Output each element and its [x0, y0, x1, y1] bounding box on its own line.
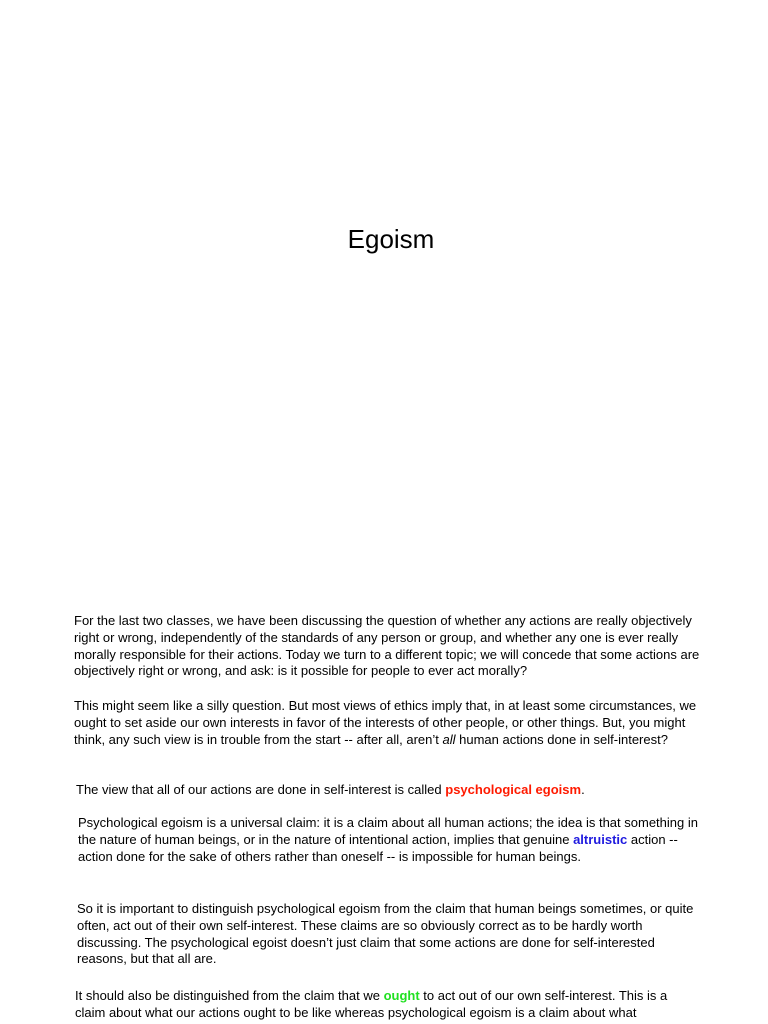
- paragraph-text: human actions done in self-interest?: [455, 731, 668, 747]
- emphasis-all: all: [442, 731, 456, 747]
- page-title: Egoism: [347, 224, 435, 254]
- paragraph-universal-claim: [78, 815, 698, 865]
- paragraph-distinction: So it is important to distinguish psychological egoism from the claim that human beings sometimes, or quite often, act out of their own self-interest. These claims are so obviously correct as to be hardly worth discussing. The psychological egoist doesn’t just claim that some actions are done for self-interested reasons, but that all are.: [77, 901, 694, 967]
- paragraph-question: [74, 698, 704, 748]
- paragraph-definition: [76, 782, 706, 799]
- paragraph-text: to act out of our own self-interest. This is a claim about what our actions ought to be like whereas psychological egoism is a claim about what: [75, 988, 668, 1020]
- paragraph-text: .: [581, 782, 585, 797]
- term-altruistic: altruistic: [573, 831, 628, 847]
- term-ought: ought: [383, 988, 420, 1003]
- paragraph-text: The view that all of our actions are done in self-interest is called: [76, 782, 446, 797]
- paragraph-intro: For the last two classes, we have been discussing the question of whether any actions are really objectively right or wrong, independently of the standards of any person or group, and whether any one is ever really morally responsible for their actions. Today we turn to a different topic; we will concede that some actions are objectively right or wrong, and ask: is it possible for people to ever act morally?: [74, 613, 700, 679]
- paragraph-text: It should also be distinguished from the claim that we: [75, 988, 384, 1003]
- paragraph-ought: [75, 988, 700, 1022]
- paragraph-text: action -- action done for the sake of others rather than oneself -- is impossible for human beings.: [78, 831, 678, 864]
- paragraph-text: Psychological egoism is a universal claim: it is a claim about all human actions; the idea is that something in the nature of human beings, or in the nature of intentional action, implies that genuine: [78, 815, 698, 847]
- term-psychological-egoism: psychological egoism: [445, 782, 582, 797]
- paragraph-text: This might seem like a silly question. But most views of ethics imply that, in at least some circumstances, we ought to set aside our own interests in favor of the interests of other people, or other things. But, you might think, any such view is in trouble from the start -- after all, aren’t: [74, 698, 697, 747]
